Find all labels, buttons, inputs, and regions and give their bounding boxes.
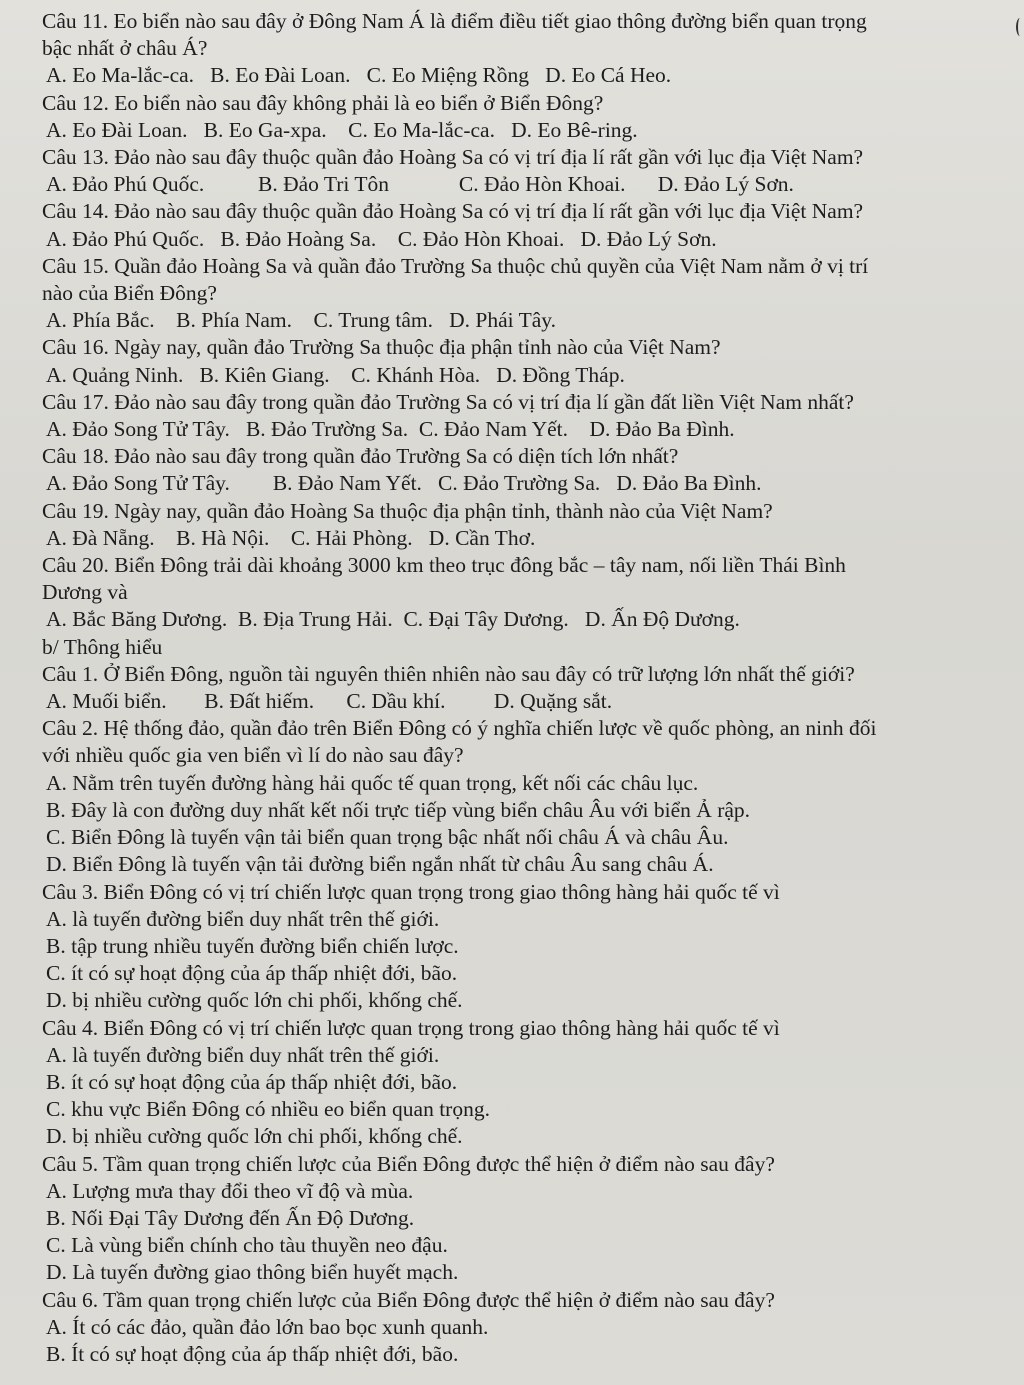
question-text-line: Câu 11. Eo biển nào sau đây ở Đông Nam Á là điểm điều tiết giao thông đường biển quan trọng [42,9,867,33]
answer-option-line: C. khu vực Biển Đông có nhiều eo biển quan trọng. [46,1097,490,1122]
question-text-line: với nhiều quốc gia ven biển vì lí do nào sau đây? [42,743,464,768]
answer-option-line: A. Đảo Phú Quốc. B. Đảo Tri Tôn C. Đảo Hòn Khoai. D. Đảo Lý Sơn. [46,172,794,197]
answer-option-line: A. Muối biển. B. Đất hiếm. C. Dầu khí. D. Quặng sắt. [46,689,613,714]
question-text-line: Dương và [42,580,128,605]
question-text-line: bậc nhất ở châu Á? [42,36,208,61]
question-text-line: Câu 12. Eo biển nào sau đây không phải là eo biển ở Biển Đông? [42,90,604,115]
question-text-line: Câu 3. Biển Đông có vị trí chiến lược quan trọng trong giao thông hàng hải quốc tế vì [42,879,780,904]
question-text-line: Câu 18. Đảo nào sau đây trong quần đảo Trường Sa có diện tích lớn nhất? [42,444,679,469]
answer-option-line: A. Quảng Ninh. B. Kiên Giang. C. Khánh Hòa. D. Đồng Tháp. [46,362,625,387]
answer-option-line: C. Biển Đông là tuyến vận tải biển quan trọng bậc nhất nối châu Á và châu Âu. [46,825,729,850]
answer-option-line: A. Bắc Băng Dương. B. Địa Trung Hải. C. Đại Tây Dương. D. Ấn Độ Dương. [46,607,740,632]
question-text-line: Câu 5. Tầm quan trọng chiến lược của Biển Đông được thể hiện ở điểm nào sau đây? [42,1151,775,1176]
question-text-line: Câu 1. Ở Biển Đông, nguồn tài nguyên thiên nhiên nào sau đây có trữ lượng lớn nhất thế giới? [42,661,855,686]
question-text-line: nào của Biển Đông? [42,281,217,306]
question-text-line: Câu 14. Đảo nào sau đây thuộc quần đảo Hoàng Sa có vị trí địa lí rất gần với lục địa Việt Nam? [42,199,864,224]
answer-option-line: A. Đảo Song Tử Tây. B. Đảo Trường Sa. C. Đảo Nam Yết. D. Đảo Ba Đình. [46,417,735,442]
answer-option-line: A. Đà Nẵng. B. Hà Nội. C. Hải Phòng. D. Cần Thơ. [46,525,536,550]
answer-option-line: A. Lượng mưa thay đổi theo vĩ độ và mùa. [46,1178,414,1203]
question-text-line: Câu 16. Ngày nay, quần đảo Trường Sa thuộc địa phận tỉnh nào của Việt Nam? [42,335,721,360]
question-text-line: Câu 20. Biển Đông trải dài khoảng 3000 km theo trục đông bắc – tây nam, nối liền Thái Bình [42,553,846,578]
question-text-line: Câu 19. Ngày nay, quần đảo Hoàng Sa thuộc địa phận tỉnh, thành nào của Việt Nam? [42,498,773,523]
answer-option-line: B. tập trung nhiều tuyến đường biển chiến lược. [46,933,459,958]
section-heading: b/ Thông hiểu [42,634,163,659]
answer-option-line: D. bị nhiều cường quốc lớn chi phối, khống chế. [46,1124,463,1149]
answer-option-line: D. Biển Đông là tuyến vận tải đường biển ngắn nhất từ châu Âu sang châu Á. [46,852,714,877]
answer-option-line: D. bị nhiều cường quốc lớn chi phối, khống chế. [46,988,463,1013]
page-edge-mark [1016,18,1024,36]
answer-option-line: A. là tuyến đường biển duy nhất trên thế giới. [46,1042,440,1067]
answer-option-line: A. Phía Bắc. B. Phía Nam. C. Trung tâm. D. Phái Tây. [46,308,557,333]
answer-option-line: C. Là vùng biển chính cho tàu thuyền neo đậu. [46,1233,448,1258]
answer-option-line: A. là tuyến đường biển duy nhất trên thế giới. [46,906,440,931]
answer-option-line: B. Ít có sự hoạt động của áp thấp nhiệt đới, bão. [46,1341,459,1366]
question-text-line: Câu 17. Đảo nào sau đây trong quần đảo Trường Sa có vị trí địa lí gần đất liền Việt Nam nhất? [42,389,854,414]
answer-option-line: A. Nằm trên tuyến đường hàng hải quốc tế quan trọng, kết nối các châu lục. [46,770,699,795]
question-text-line: Câu 6. Tầm quan trọng chiến lược của Biển Đông được thể hiện ở điểm nào sau đây? [42,1287,775,1312]
answer-option-line: A. Đảo Phú Quốc. B. Đảo Hoàng Sa. C. Đảo Hòn Khoai. D. Đảo Lý Sơn. [46,226,717,251]
question-text-line: Câu 15. Quần đảo Hoàng Sa và quần đảo Trường Sa thuộc chủ quyền của Việt Nam nằm ở vị trí [42,253,869,278]
answer-option-line: B. ít có sự hoạt động của áp thấp nhiệt đới, bão. [46,1069,458,1094]
answer-option-line: B. Nối Đại Tây Dương đến Ấn Độ Dương. [46,1205,415,1230]
answer-option-line: B. Đây là con đường duy nhất kết nối trực tiếp vùng biển châu Âu với biển Ả rập. [46,797,751,822]
answer-option-line: A. Đảo Song Tử Tây. B. Đảo Nam Yết. C. Đảo Trường Sa. D. Đảo Ba Đình. [46,471,762,496]
answer-option-line: D. Là tuyến đường giao thông biển huyết mạch. [46,1260,459,1285]
answer-option-line: A. Eo Ma-lắc-ca. B. Eo Đài Loan. C. Eo Miệng Rồng D. Eo Cá Heo. [46,63,672,88]
answer-option-line: A. Eo Đài Loan. B. Eo Ga-xpa. C. Eo Ma-lắc-ca. D. Eo Bê-ring. [46,117,638,142]
question-text-line: Câu 4. Biển Đông có vị trí chiến lược quan trọng trong giao thông hàng hải quốc tế vì [42,1015,780,1040]
question-list [42,8,994,1368]
question-text-line: Câu 13. Đảo nào sau đây thuộc quần đảo Hoàng Sa có vị trí địa lí rất gần với lục địa Việt Nam? [42,145,864,170]
answer-option-line: C. ít có sự hoạt động của áp thấp nhiệt đới, bão. [46,961,458,986]
answer-option-line: A. Ít có các đảo, quần đảo lớn bao bọc xunh quanh. [46,1314,489,1339]
question-text-line: Câu 2. Hệ thống đảo, quần đảo trên Biển Đông có ý nghĩa chiến lược về quốc phòng, an ninh đối [42,716,877,741]
